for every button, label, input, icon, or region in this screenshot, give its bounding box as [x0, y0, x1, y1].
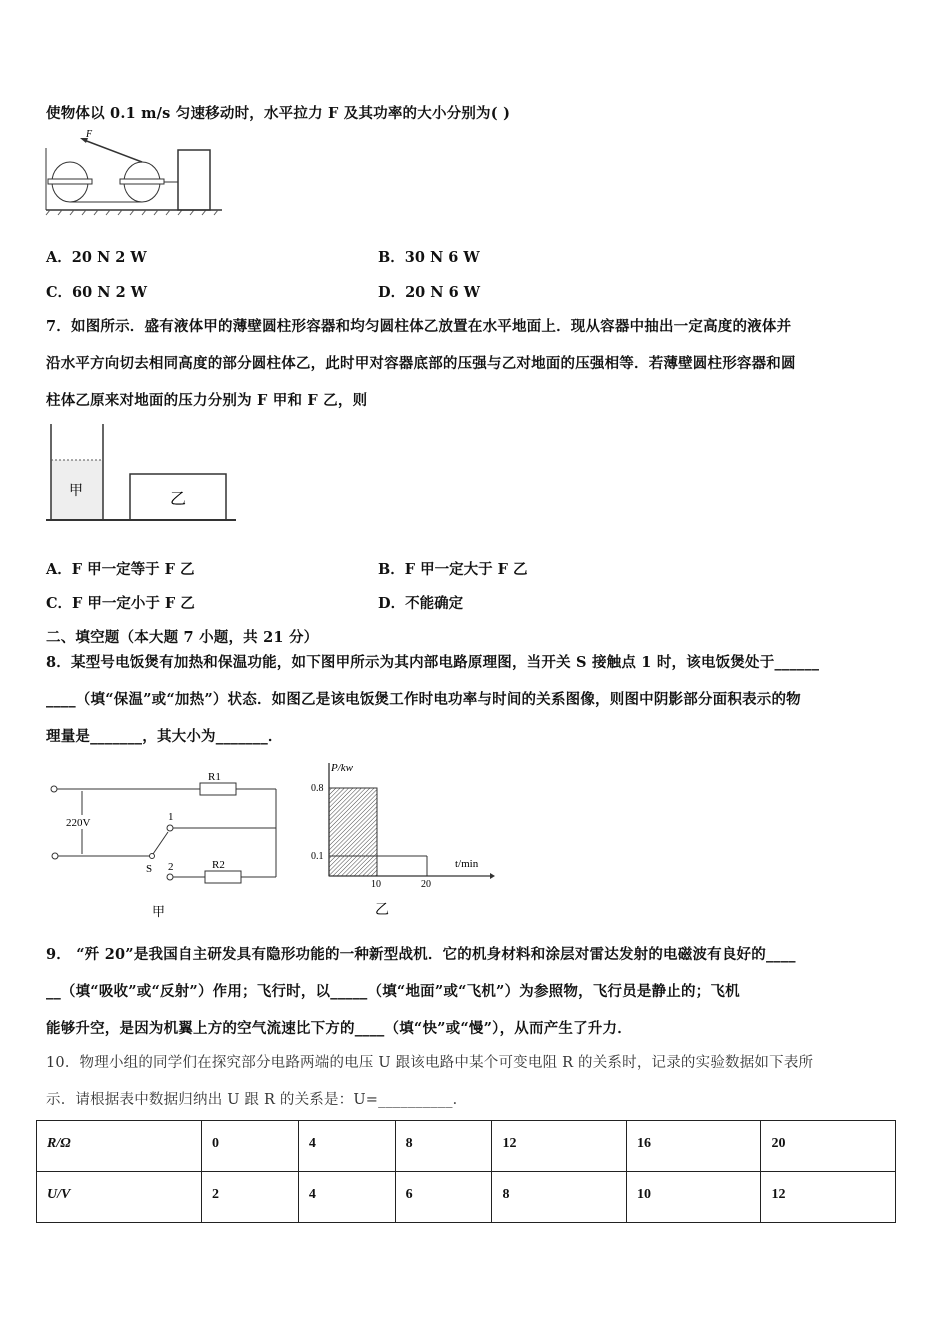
table-cell: U/V — [37, 1172, 202, 1223]
table-cell: 16 — [626, 1121, 760, 1172]
data-table — [36, 1120, 896, 1223]
table-cell: R/Ω — [37, 1121, 202, 1172]
table-cell: 8 — [492, 1172, 626, 1223]
switch-label: S — [146, 863, 153, 875]
table-cell: 10 — [626, 1172, 760, 1223]
option-b: B．F 甲一定大于 F 乙 — [378, 561, 528, 578]
option-b: B．30 N 6 W — [378, 249, 480, 266]
pulley-figure — [42, 128, 227, 218]
y-tick: 0.8 — [311, 783, 324, 794]
q9-line: 9． “歼 20”是我国自主研发具有隐形功能的一种新型战机．它的机身材料和涂层对雷达发射的电磁波有良好的____ — [46, 946, 796, 963]
table-row — [37, 1172, 896, 1223]
q8-line: 理量是_______，其大小为_______． — [46, 728, 283, 745]
r2-label: R2 — [212, 859, 225, 871]
table-row — [37, 1121, 896, 1172]
y-axis-label: P/kw — [331, 762, 353, 774]
power-time-graph — [305, 755, 500, 925]
q7-line: 柱体乙原来对地面的压力分别为 F 甲和 F 乙，则 — [46, 392, 368, 409]
container-figure — [44, 420, 239, 530]
circuit-caption: 甲 — [152, 904, 166, 919]
contact-1-label: 1 — [168, 811, 174, 823]
section-heading: 二、填空题（本大题 7 小题，共 21 分） — [46, 629, 319, 646]
table-cell: 12 — [761, 1172, 896, 1223]
q8-line: 8．某型号电饭煲有加热和保温功能，如下图甲所示为其内部电路原理图，当开关 S 接触点 1 时，该电饭煲处于______ — [46, 654, 820, 671]
circuit-diagram — [40, 760, 290, 925]
option-c: C．60 N 2 W — [46, 284, 147, 301]
q6-stem: 使物体以 0.1 m/s 匀速移动时，水平拉力 F 及其功率的大小分别为( ) — [46, 105, 511, 122]
voltage-label: 220V — [66, 817, 91, 829]
x-tick: 10 — [371, 879, 381, 890]
q10-line: 10．物理小组的同学们在探究部分电路两端的电压 U 跟该电路中某个可变电阻 R 的关系时，记录的实验数据如下表所 — [46, 1055, 814, 1071]
q7-line: 沿水平方向切去相同高度的部分圆柱体乙，此时甲对容器底部的压强与乙对地面的压强相等．若薄壁圆柱形容器和圆 — [46, 355, 796, 372]
table-cell: 4 — [298, 1172, 395, 1223]
option-a: A．F 甲一定等于 F 乙 — [46, 561, 195, 578]
q10-line: 示．请根据表中数据归纳出 U 跟 R 的关系是：U=__________． — [46, 1092, 468, 1108]
q8-line: ____（填“保温”或“加热”）状态．如图乙是该电饭煲工作时电功率与时间的关系图像，则图中阴影部分面积表示的物 — [46, 691, 801, 708]
table-cell: 12 — [492, 1121, 626, 1172]
option-a: A．20 N 2 W — [46, 249, 147, 266]
table-cell: 6 — [395, 1172, 492, 1223]
q9-line: 能够升空，是因为机翼上方的空气流速比下方的____（填“快”或“慢”），从而产生了升力． — [46, 1020, 632, 1037]
table-cell: 0 — [202, 1121, 299, 1172]
x-tick: 20 — [421, 879, 431, 890]
q9-line: __（填“吸收”或“反射”）作用；飞行时，以_____（填“地面”或“飞机”）为参照物，飞行员是静止的；飞机 — [46, 983, 740, 1000]
table-cell: 20 — [761, 1121, 896, 1172]
force-label: F — [86, 129, 93, 140]
table-cell: 8 — [395, 1121, 492, 1172]
option-d: D．不能确定 — [378, 595, 464, 612]
r1-label: R1 — [208, 771, 221, 783]
contact-2-label: 2 — [168, 861, 174, 873]
jia-label: 甲 — [69, 484, 83, 499]
y-tick: 0.1 — [311, 851, 324, 862]
graph-caption: 乙 — [375, 903, 389, 918]
option-d: D．20 N 6 W — [378, 284, 481, 301]
option-c: C．F 甲一定小于 F 乙 — [46, 595, 195, 612]
yi-label: 乙 — [170, 491, 187, 508]
table-cell: 4 — [298, 1121, 395, 1172]
x-axis-label: t/min — [455, 858, 479, 870]
q7-line: 7．如图所示．盛有液体甲的薄壁圆柱形容器和均匀圆柱体乙放置在水平地面上．现从容器中抽出一定高度的液体并 — [46, 318, 792, 335]
table-cell: 2 — [202, 1172, 299, 1223]
